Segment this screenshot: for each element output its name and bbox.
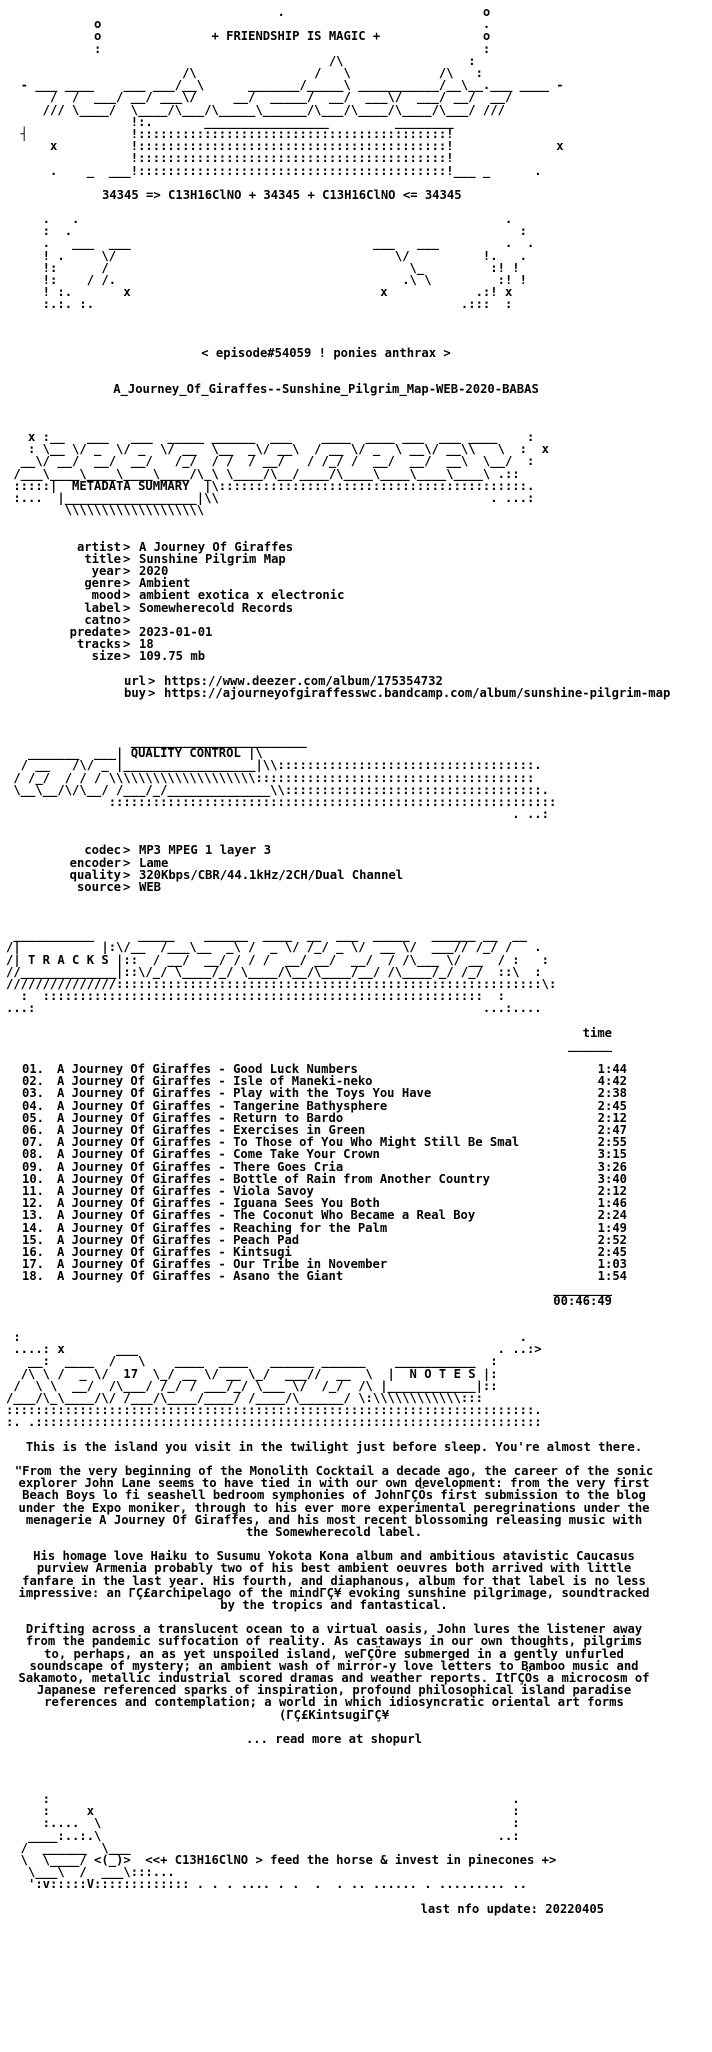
quality-key: source — [76, 879, 121, 894]
link-key: buy — [123, 685, 146, 700]
track-time: 2:52 — [597, 1232, 627, 1247]
track-number: 16. — [22, 1245, 45, 1260]
metadata-row — [6, 602, 706, 614]
track-row — [22, 1209, 706, 1221]
metadata-key: year — [91, 563, 121, 578]
track-number: 15. — [22, 1232, 45, 1247]
track-row — [22, 1100, 706, 1112]
track-name: A Journey Of Giraffes - Our Tribe in November — [57, 1257, 388, 1272]
track-name: A Journey Of Giraffes - Iguana Sees You Both — [57, 1196, 380, 1211]
link-row — [6, 675, 706, 687]
quality-key: encoder — [69, 855, 121, 870]
track-row — [22, 1087, 706, 1099]
metadata-value: Somewherecold Records — [139, 600, 294, 615]
metadata-list — [6, 541, 706, 663]
metadata-value: 18 — [139, 637, 154, 652]
quality-list — [6, 844, 706, 893]
quality-value: 320Kbps/CBR/44.1kHz/2CH/Dual Channel — [139, 867, 404, 882]
track-time: 3:40 — [597, 1171, 627, 1186]
metadata-separator: > — [123, 649, 131, 664]
release-name: A_Journey_Of_Giraffes--Sunshine_Pilgrim_Map-WEB-2020-BABAS — [113, 381, 539, 396]
track-name: A Journey Of Giraffes - Reaching for the Palm — [57, 1220, 388, 1235]
link-key: url — [123, 673, 146, 688]
track-number: 09. — [22, 1159, 45, 1174]
track-name: A Journey Of Giraffes - Tangerine Bathysphere — [57, 1098, 388, 1113]
link-row — [6, 687, 706, 699]
track-time: 1:44 — [597, 1062, 627, 1076]
track-name: A Journey Of Giraffes - Viola Savoy — [57, 1184, 314, 1199]
header-ascii-art-bottom: . . . : . : . ___ ___ ___ ___ . . ! . \/ \/ !. . !: / \_ :! ! !: / /. .\ \ :! ! ! :. x x .:! x :.:. :. .::: : — [42, 212, 535, 312]
chemical-formula: 34345 => C13H16ClNO + 34345 + C13H16ClNO <= 34345 — [102, 187, 462, 202]
metadata-separator: > — [123, 576, 131, 591]
notes-paragraph: His homage love Haiku to Susumu Yokota Kona album and ambitious atavistic Caucasus purview Armenia probably two of his best ambient oeuvres both arrived with little fanfare in the last year. His fourth, and diaphanous, album for that label is no less impressive: an ΓÇ£archipelago of the mindΓÇ¥ evoking sunshine pilgrimage, soundtracked by the tropics and fantastical. — [18, 1549, 650, 1612]
track-time: 2:55 — [597, 1135, 627, 1150]
metadata-value: Sunshine Pilgrim Map — [139, 551, 286, 566]
total-time: 00:46:49 — [553, 1293, 612, 1308]
track-name: A Journey Of Giraffes - Good Luck Numbers — [57, 1062, 358, 1076]
track-time: 3:26 — [597, 1159, 627, 1174]
metadata-key: catno — [84, 612, 121, 627]
notes-paragraph: This is the island you visit in the twilight just before sleep. You're almost there. — [25, 1439, 643, 1454]
last-update: last nfo update: 20220405 — [420, 1901, 604, 1916]
track-number: 08. — [22, 1147, 45, 1162]
link-value[interactable]: https://www.deezer.com/album/175354732 — [164, 673, 443, 688]
footer-ascii-art: : . : x : :.... \ : ____:..:.\ ..: / ______ \___ \ \____/ <(_)> <<+ C13H16ClNO > feed the horse & invest in pinecones +> \___\ / ___\:::... ':v:::::V::::::::::::: . . . .... . . . . .. ...... . ......... .. — [20, 1791, 557, 1892]
metadata-row — [6, 589, 706, 601]
metadata-key: label — [84, 600, 121, 615]
metadata-value: 2023-01-01 — [139, 624, 213, 639]
quality-separator: > — [123, 855, 131, 870]
track-number: 14. — [22, 1220, 45, 1235]
metadata-key: predate — [69, 624, 121, 639]
metadata-separator: > — [123, 551, 131, 566]
link-separator: > — [148, 673, 156, 688]
link-separator: > — [148, 685, 156, 700]
links-list — [6, 675, 706, 699]
quality-value: WEB — [139, 879, 162, 894]
track-number: 12. — [22, 1196, 45, 1211]
track-list — [6, 1063, 706, 1283]
track-name: A Journey Of Giraffes - Peach Pad — [57, 1232, 300, 1247]
metadata-separator: > — [123, 612, 131, 627]
quality-separator: > — [123, 867, 131, 882]
track-time: 2:24 — [597, 1208, 627, 1223]
track-number: 10. — [22, 1171, 45, 1186]
track-number: 18. — [22, 1269, 45, 1284]
metadata-separator: > — [123, 624, 131, 639]
metadata-separator: > — [123, 588, 131, 603]
quality-value: Lame — [139, 855, 169, 870]
tracks-header — [6, 1027, 612, 1051]
track-number: 07. — [22, 1135, 45, 1150]
track-row — [22, 1222, 706, 1234]
track-time: 1:03 — [597, 1257, 627, 1272]
track-number: 06. — [22, 1123, 45, 1138]
track-time: 2:12 — [597, 1184, 627, 1199]
track-time: 1:46 — [597, 1196, 627, 1211]
quality-value: MP3 MPEG 1 layer 3 — [139, 843, 272, 858]
nfo-document — [6, 6, 706, 1915]
quality-row — [6, 881, 706, 893]
track-row — [22, 1148, 706, 1160]
track-time: 2:45 — [597, 1098, 627, 1113]
quality-section-art: ________________________ _______ ___| QUALITY CONTROL |\ / __ /\/ _ |__________________|\\:::::::::::::::::::::::::::::::::::. / /_/ / / / \\\\\\\\\\\\\\\\\\\\:::::::::::::::::::::::::::::::::::::: \__\__/\/\__/ /___/_/______________\\:::::::::::::::::::::::::::::::::::. ::::::::::::::::::::::::::::::::::::::::::::::::::::::::::::: . ..: — [13, 733, 557, 822]
track-name: A Journey Of Giraffes - Return to Bardo — [57, 1110, 344, 1125]
metadata-key: mood — [91, 588, 121, 603]
metadata-key: size — [91, 649, 121, 664]
track-name: A Journey Of Giraffes - To Those of You Who Might Still Be Smal — [57, 1135, 520, 1150]
track-name: A Journey Of Giraffes - Kintsugi — [57, 1245, 292, 1260]
track-number: 05. — [22, 1110, 45, 1125]
metadata-value: Ambient — [139, 576, 191, 591]
track-time: 4:42 — [597, 1074, 627, 1089]
header-formula — [102, 189, 706, 201]
track-time: 2:47 — [597, 1123, 627, 1138]
metadata-separator: > — [123, 600, 131, 615]
quality-key: codec — [84, 843, 121, 858]
track-name: A Journey Of Giraffes - Bottle of Rain from Another Country — [57, 1171, 490, 1186]
episode-line: < episode#54059 ! ponies anthrax > — [201, 345, 451, 360]
track-number: 17. — [22, 1257, 45, 1272]
metadata-separator: > — [123, 563, 131, 578]
track-number: 02. — [22, 1074, 45, 1089]
metadata-row — [6, 650, 706, 662]
track-name: A Journey Of Giraffes - Exercises in Green — [57, 1123, 366, 1138]
track-time: 2:38 — [597, 1086, 627, 1101]
metadata-value: 2020 — [139, 563, 169, 578]
time-column-header: time — [582, 1025, 612, 1040]
total-rule: ________ — [553, 1281, 612, 1296]
tracks-section-art: ___________ _____ ______ ____ __ ___ _____ ______ __ __ /| |:\/__ /___\__ _\ / _ \/ /_/ _ \/ __ \/ ___// /_/ / . /| T R A C K S |:: / __/ __/ / / / __/ __/ __/ / /\___ \/ __ / : : //_____________|::\/_/ \____/_/ \____/\__/\____/__/ /\____/_/ /_/ ::\ : ///////////////::::::::::::::::::::::::::::::::::::::::::::::::::::::::::\: : :::::::::::::::::::::::::::::::::::::::::::::::::::::::::::: : ...: ...:.... — [6, 928, 557, 1016]
notes-body — [6, 1441, 706, 1745]
metadata-key: title — [84, 551, 121, 566]
notes-paragraph: "From the very beginning of the Monolith Cocktail a decade ago, the career of the sonic explorer John Lane seems to have tied in with our own development: from the very first Beach Boys lo fi seashell bedroom symphonies of JohnΓÇÖs first submission to the blog under the Expo moniker, through to his ever more experimental peregrinations under the menagerie A Journey Of Giraffes, and his most recent blossoming releasing music with the Somewherecold label. — [14, 1463, 654, 1539]
track-name: A Journey Of Giraffes - The Coconut Who Became a Real Boy — [57, 1208, 476, 1223]
track-row — [22, 1270, 706, 1282]
track-time: 1:54 — [597, 1269, 627, 1284]
notes-paragraph: ... read more at shopurl — [245, 1731, 423, 1746]
track-time: 2:12 — [597, 1110, 627, 1125]
metadata-key: genre — [84, 576, 121, 591]
track-time: 1:49 — [597, 1220, 627, 1235]
track-name: A Journey Of Giraffes - Asano the Giant — [57, 1269, 344, 1284]
track-number: 11. — [22, 1184, 45, 1199]
track-number: 13. — [22, 1208, 45, 1223]
quality-key: quality — [69, 867, 121, 882]
time-column-rule: ______ — [567, 1037, 612, 1052]
metadata-value: A Journey Of Giraffes — [139, 539, 294, 554]
track-time: 2:45 — [597, 1245, 627, 1260]
metadata-separator: > — [123, 637, 131, 652]
track-row — [22, 1161, 706, 1173]
metadata-value: 109.75 mb — [139, 649, 206, 664]
metadata-section-art: x :__ ___ ___ _____ ______ ___ ____ ____ ___ ___ ____ : : \__ \/ _ \/ _ \/ __ \__ _\/ __\ / __ \/ _ \ __\/ __\\ \ : x __\/ __/ __/ __/ /_/ / / / __/ / /_/ / __/ __/ __\ \__/ : /___\____\____\____\____/\_\ \____/\__/____/\____\____\____\____\ .:: :::::| METADATA SUMMARY |\::::::::::::::::::::::::::::::::::::::::::. :... |__________________|\\ . ...: \\\\\\\\\\\\\\\\\\\ — [13, 430, 549, 518]
track-name: A Journey Of Giraffes - Play with the Toys You Have — [57, 1086, 432, 1101]
quality-separator: > — [123, 843, 131, 858]
notes-paragraph: Drifting across a translucent ocean to a virtual oasis, John lures the listener away from the pandemic suffocation of reality. As castaways in our own thoughts, pilgrims to, perhaps, an as yet unspoiled island, weΓÇÖre submerged in a gently unfurled soundscape of mystery; an ambient wash of mirror-y love letters to Bamboo music and Sakamoto, metallic industrial scored dramas and weather reports. ItΓÇÖs a microcosm of Japanese referenced sparks of inspiration, profound philosophical island paradise references and contemplation; a world in which idiosyncratic oriental art forms (ΓÇ£KintsugiΓÇ¥ — [18, 1622, 650, 1722]
metadata-value — [139, 614, 706, 626]
track-number: 01. — [22, 1062, 45, 1076]
metadata-separator: > — [123, 539, 131, 554]
quality-separator: > — [123, 879, 131, 894]
quality-row — [6, 857, 706, 869]
tracks-total — [6, 1283, 612, 1307]
link-value[interactable]: https://ajourneyofgiraffesswc.bandcamp.com/album/sunshine-pilgrim-map — [164, 685, 671, 700]
header-ascii-art: . o o . o + FRIENDSHIP IS MAGIC + o : : /\ : /\ / \ /\ : - ___ ____ ___ ___/__\ _______/_____\ ___________/__\__.___ ____ - / / ___/ __/ ___\/ __/ _____/ __/ ___\/ ___/ __/ __/ /// \____/ \____/\___/\_____\______/\___/\____/\____/\___/ /// !:. _________________ ________ ┤ !::::::::::::::::::::::::::::::::::::::::::! x !::::::::::::::::::::::::::::::::::::::::::! x !::::::::::::::::::::::::::::::::::::::::::! . _ ___!::::::::::::::::::::::::::::::::::::::::::!___ _ . — [20, 5, 564, 178]
metadata-value: ambient exotica x electronic — [139, 588, 345, 603]
notes-section-art: : . ....: x ___ . ..:> __: ____ / \ ____ ____ ______ ______ ___________ : /\ \ / _ \/ 17 \_/ __ \/ __ \_/ ___// __ \ | N O T E S |: / \ \ __/ /\___/ /_/ / ___/_/ \___ \/ /_/ /\ |____________|:: /___/\_\____/\/ /___/\____/____/ /____/\______/ \:\\\\\\\\\\\\::: ::::::::::::::::::::::::::::::::::::::::::::::::::::::::::::::::::::::::. :. .::::::::::::::::::::::::::::::::::::::::::::::::::::::::::::::::::::: — [6, 1330, 542, 1430]
metadata-row — [6, 541, 706, 553]
track-number: 03. — [22, 1086, 45, 1101]
track-time: 3:15 — [597, 1147, 627, 1162]
metadata-key: artist — [76, 539, 121, 554]
track-name: A Journey Of Giraffes - There Goes Cria — [57, 1159, 344, 1174]
quality-row — [6, 844, 706, 856]
track-number: 04. — [22, 1098, 45, 1113]
track-name: A Journey Of Giraffes - Isle of Maneki-neko — [57, 1074, 373, 1089]
track-name: A Journey Of Giraffes - Come Take Your Crown — [57, 1147, 380, 1162]
metadata-key: tracks — [76, 637, 121, 652]
